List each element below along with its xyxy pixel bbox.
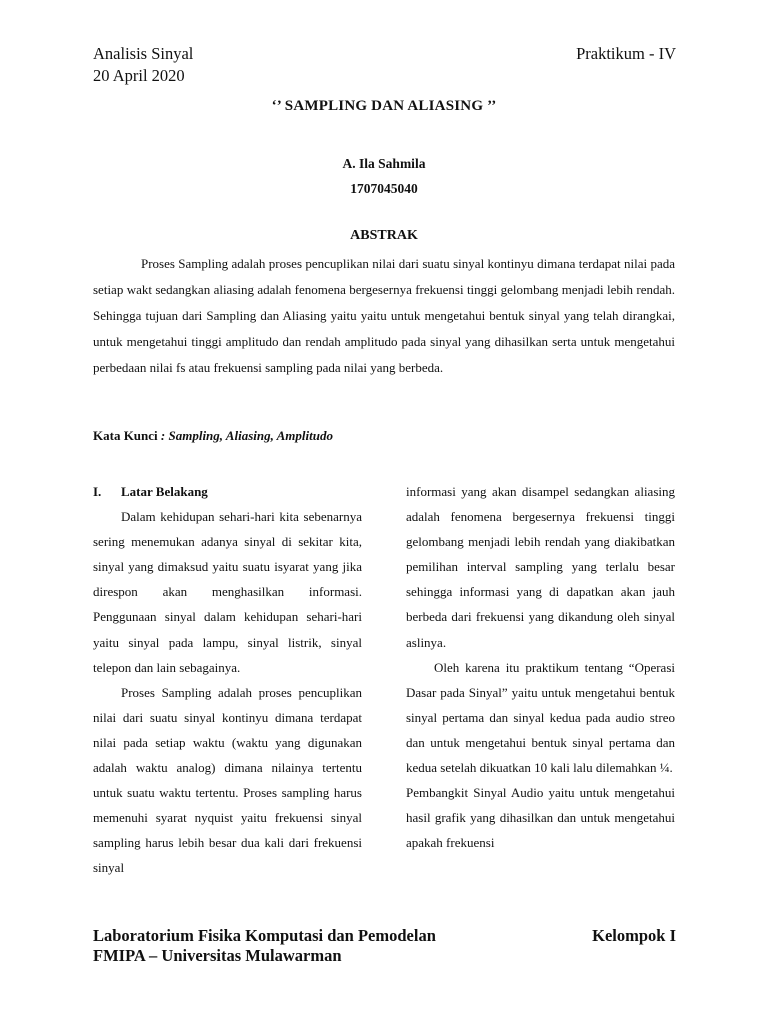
course-name: Analisis Sinyal [93, 44, 194, 63]
report-date: 20 April 2020 [93, 66, 185, 85]
abstract-heading: ABSTRAK [350, 228, 418, 243]
lab-name: Laboratorium Fisika Komputasi dan Pemodelan [93, 926, 436, 945]
section-heading [93, 479, 362, 504]
footer-right [592, 926, 676, 946]
paragraph: Dalam kehidupan sehari-hari kita sebenarnya sering menemukan adanya sinyal di sekitar kita, sinyal yang dimaksud yaitu suatu isyarat yang jika direspon akan menghasilkan informasi. Penggunaan sinyal dalam kehidupan sehari-hari yaitu sinyal pada lampu, sinyal listrik, sinyal telepon dan lain sebagainya. [93, 509, 362, 675]
abstract-text: Proses Sampling adalah proses pencuplikan nilai dari suatu sinyal kontinyu dimana terdapat nilai pada setiap wakt sedangkan aliasing adalah fenomena bergesernya frekuensi tinggi gelombang menjadi lebih rendah. Sehingga tujuan dari Sampling dan Aliasing yaitu yaitu untuk mengetahui bentuk sinyal yang telah dirangkai, untuk mengetahui tinggi amplitudo dan rendah amplitudo pada sinyal yang dihasilkan serta untuk mengetahui perbedaan nilai fs atau frekuensi sampling pada nilai yang berbeda. [93, 256, 675, 375]
keywords-values: : Sampling, Aliasing, Amplitudo [160, 428, 333, 443]
right-column [406, 479, 675, 925]
paper-title: ‘’ SAMPLING DAN ALIASING ’’ [271, 98, 497, 114]
practicum-label: Praktikum - IV [576, 44, 676, 63]
author-block [0, 151, 768, 201]
faculty-name: FMIPA – Universitas Mulawarman [93, 946, 342, 965]
paragraph: informasi yang akan disampel sedangkan aliasing adalah fenomena bergesernya frekuensi tinggi gelombang menjadi lebih rendah yang diakibatkan pemilihan interval sampling yang terlalu besar sehingga informasi yang di dapatkan akan jauh berbeda dari frekuensi yang dikandung oleh sinyal aslinya. [406, 484, 675, 650]
keywords [93, 428, 675, 444]
header-right [576, 43, 676, 65]
header-left [93, 43, 193, 87]
author-name: A. Ila Sahmila [342, 156, 426, 171]
left-column [93, 479, 362, 925]
section-number: I. [93, 484, 102, 499]
author-id: 1707045040 [350, 181, 418, 196]
section-title: Latar Belakang [121, 484, 208, 499]
abstract-body [93, 251, 675, 381]
footer-left [93, 926, 436, 966]
paragraph: Oleh karena itu praktikum tentang “Operasi Dasar pada Sinyal” yaitu untuk mengetahui bentuk sinyal pertama dan sinyal kedua pada audio streo dan untuk mengetahui bentuk sinyal pertama dan kedua setelah dikuatkan 10 kali lalu dilemahkan ¼. [406, 659, 675, 776]
group-label: Kelompok I [592, 926, 676, 945]
paragraph: Pembangkit Sinyal Audio yaitu untuk mengetahui hasil grafik yang dihasilkan dan untuk mengetahui apakah frekuensi [406, 785, 675, 851]
keywords-label: Kata Kunci [93, 428, 158, 443]
paragraph: Proses Sampling adalah proses pencuplikan nilai dari suatu sinyal kontinyu dimana terdapat nilai pada setiap waktu (waktu yang digunakan adalah waktu analog) dimana nilainya tertentu untuk suatu waktu tertentu. Proses sampling harus memenuhi syarat nyquist yaitu frekuensi sinyal sampling harus lebih besar dua kali dari frekuensi sinyal [93, 684, 362, 876]
